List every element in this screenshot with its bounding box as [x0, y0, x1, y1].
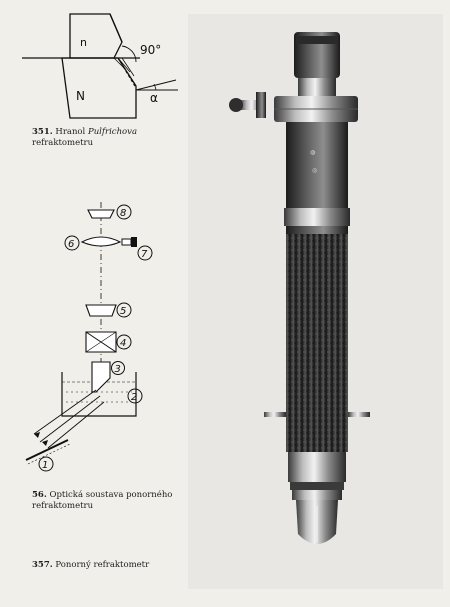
caption-prism-line2: refraktometru	[32, 138, 94, 148]
optics-diagram	[18, 196, 188, 478]
marker-4: 4	[120, 338, 127, 349]
marker-5: 5	[120, 306, 127, 317]
angle-label-90: 90°	[140, 43, 162, 57]
marker-6: 6	[68, 239, 75, 250]
marker-3: 3	[114, 364, 121, 375]
refractometer-image	[188, 14, 443, 589]
marker-8: 8	[120, 208, 127, 219]
caption-prism-text: Hranol	[55, 127, 86, 137]
caption-optics-line1: Optická soustava ponorného	[49, 490, 173, 500]
caption-optics-number: 56.	[32, 490, 47, 500]
prism-label-n: n	[80, 36, 87, 49]
caption-optics	[32, 490, 182, 512]
caption-prism-number: 351.	[32, 127, 53, 137]
caption-prism	[32, 127, 182, 149]
prism-diagram	[18, 10, 188, 128]
caption-photo-number: 357.	[32, 560, 53, 570]
svg-text:◎: ◎	[312, 167, 318, 174]
block-label-N: N	[76, 89, 85, 103]
caption-prism-name: Pulfrichova	[87, 127, 138, 137]
angle-label-alpha: α	[150, 91, 158, 105]
caption-optics-line2: refraktometru	[32, 501, 94, 511]
marker-1: 1	[42, 460, 49, 471]
svg-text:◍: ◍	[310, 149, 316, 156]
marker-2: 2	[131, 392, 138, 403]
marker-7: 7	[141, 249, 148, 260]
caption-photo-text: Ponorný refraktometr	[55, 560, 150, 570]
caption-photo	[32, 560, 182, 571]
refractometer-photo	[188, 14, 443, 589]
